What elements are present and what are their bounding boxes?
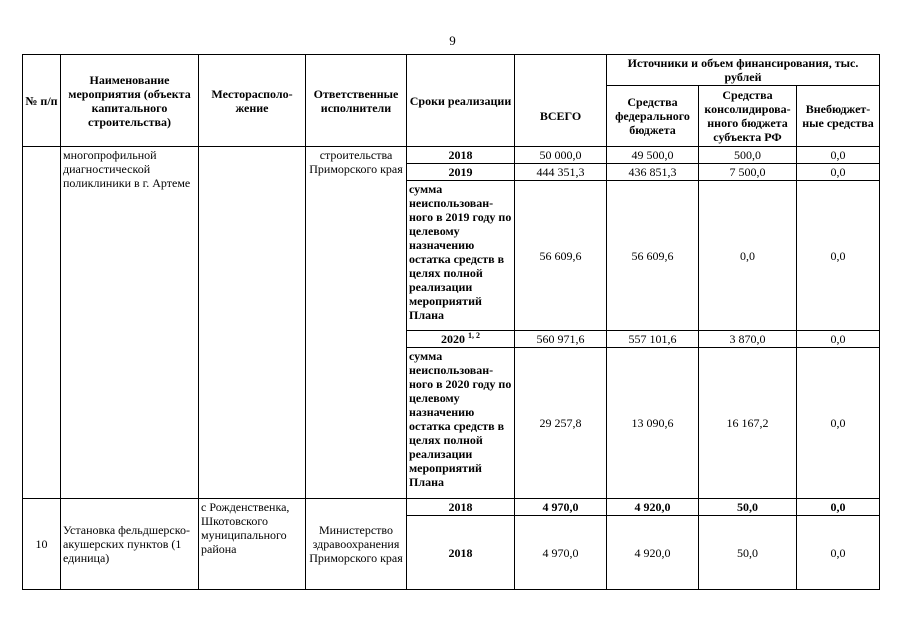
cell-total: 29 257,8 <box>515 348 607 499</box>
cell-federal: 49 500,0 <box>607 147 699 164</box>
cell-offbudget: 0,0 <box>797 147 880 164</box>
cell-federal: 557 101,6 <box>607 331 699 348</box>
cell-total: 444 351,3 <box>515 164 607 181</box>
cell-federal: 56 609,6 <box>607 181 699 331</box>
cell-year: 2018 <box>407 516 515 590</box>
cell-year <box>407 331 515 348</box>
header-location: Месторасполо- жение <box>199 55 306 147</box>
header-federal: Средства федерального бюджета <box>607 86 699 147</box>
header-name: Наименование мероприятия (объекта капитального строительства) <box>61 55 199 147</box>
cell-year: 2019 <box>407 164 515 181</box>
cell-consolidated: 50,0 <box>699 499 797 516</box>
cell-consolidated: 7 500,0 <box>699 164 797 181</box>
header-total: ВСЕГО <box>515 86 607 147</box>
cell-total: 4 970,0 <box>515 499 607 516</box>
cell-year: 2018 <box>407 499 515 516</box>
header-terms: Сроки реализации <box>407 55 515 147</box>
cell-location <box>199 147 306 499</box>
cell-name: Установка фельдшерско- акушерских пунктов (1 единица) <box>61 499 199 590</box>
header-total-spacer <box>515 55 607 86</box>
cell-offbudget: 0,0 <box>797 499 880 516</box>
table-row <box>23 147 880 164</box>
cell-year: 2018 <box>407 147 515 164</box>
cell-offbudget: 0,0 <box>797 181 880 331</box>
cell-consolidated: 3 870,0 <box>699 331 797 348</box>
cell-offbudget: 0,0 <box>797 516 880 590</box>
cell-offbudget: 0,0 <box>797 331 880 348</box>
header-offbudget: Внебюджет- ные средства <box>797 86 880 147</box>
cell-consolidated: 50,0 <box>699 516 797 590</box>
cell-total: 56 609,6 <box>515 181 607 331</box>
cell-executors: строительства Приморского края <box>306 147 407 499</box>
header-consolidated: Средства консолидирова- нного бюджета субъекта РФ <box>699 86 797 147</box>
header-executors: Ответственные исполнители <box>306 55 407 147</box>
financing-table <box>22 54 880 590</box>
cell-total: 50 000,0 <box>515 147 607 164</box>
cell-name: многопрофильной диагностической поликлиники в г. Артеме <box>61 147 199 499</box>
cell-total: 4 970,0 <box>515 516 607 590</box>
cell-executors: Министерство здравоохранения Приморского края <box>306 499 407 590</box>
page-number: 9 <box>449 33 456 48</box>
cell-num <box>23 147 61 499</box>
cell-total: 560 971,6 <box>515 331 607 348</box>
header-sources-group: Источники и объем финансирования, тыс. рублей <box>607 55 880 86</box>
cell-offbudget: 0,0 <box>797 348 880 499</box>
cell-federal: 4 920,0 <box>607 516 699 590</box>
cell-year-note: сумма неиспользован- ного в 2019 году по целевому назначению остатка средств в целях полной реализации мероприятий Плана <box>407 181 515 331</box>
table-row <box>23 499 880 516</box>
cell-num: 10 <box>23 499 61 590</box>
header-row-1 <box>23 55 880 86</box>
cell-federal: 436 851,3 <box>607 164 699 181</box>
cell-federal: 4 920,0 <box>607 499 699 516</box>
cell-location: с Рожденственка, Шкотовского муниципального района <box>199 499 306 590</box>
cell-consolidated: 0,0 <box>699 181 797 331</box>
cell-year-note: сумма неиспользован- ного в 2020 году по целевому назначению остатка средств в целях полной реализации мероприятий Плана <box>407 348 515 499</box>
cell-offbudget: 0,0 <box>797 164 880 181</box>
cell-consolidated: 500,0 <box>699 147 797 164</box>
cell-year-text: 2020 <box>441 332 465 346</box>
cell-federal: 13 090,6 <box>607 348 699 499</box>
header-num: № п/п <box>23 55 61 147</box>
cell-consolidated: 16 167,2 <box>699 348 797 499</box>
footnote-marker: 1, 2 <box>468 331 480 340</box>
